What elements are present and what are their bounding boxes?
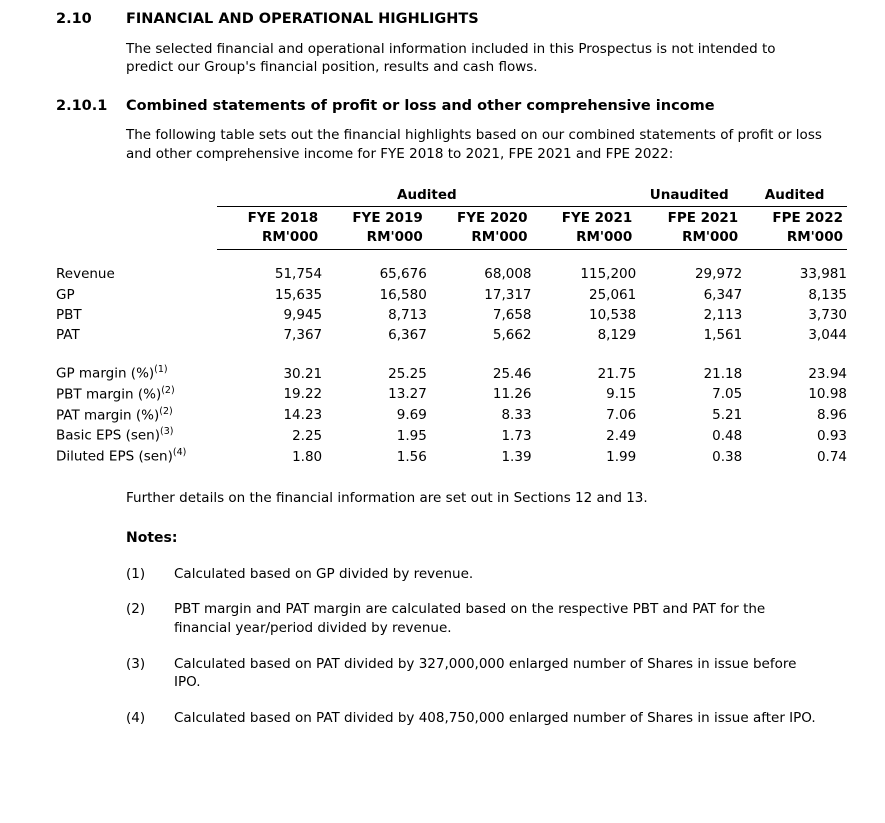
note-item bbox=[126, 655, 825, 692]
unit-header-3: RM'000 bbox=[427, 228, 532, 250]
financial-highlights-table bbox=[56, 186, 847, 467]
unit-header-6: RM'000 bbox=[742, 228, 847, 250]
section-title: FINANCIAL AND OPERATIONAL HIGHLIGHTS bbox=[126, 11, 479, 27]
note-number: (3) bbox=[126, 655, 146, 672]
row-value: 0.38 bbox=[712, 448, 743, 465]
row-label-text: PBT margin (%) bbox=[56, 386, 162, 403]
table-unit-header-row bbox=[56, 228, 847, 250]
table-row bbox=[56, 305, 847, 325]
note-item bbox=[126, 600, 825, 637]
row-value: 10,538 bbox=[588, 306, 637, 323]
note-text: Calculated based on PAT divided by 327,000,000 enlarged number of Shares in issue before IPO. bbox=[174, 655, 797, 691]
period-header-5: FPE 2021 bbox=[636, 206, 742, 228]
group-header-audited-1: Audited bbox=[397, 186, 457, 203]
row-value: 25.25 bbox=[388, 365, 427, 382]
note-text: Calculated based on GP divided by revenue. bbox=[174, 565, 474, 582]
row-value: 5.21 bbox=[712, 407, 743, 424]
period-header-blank bbox=[56, 206, 217, 228]
row-label bbox=[56, 446, 217, 467]
row-value: 9,945 bbox=[283, 306, 323, 323]
note-number: (2) bbox=[126, 601, 146, 618]
row-label bbox=[56, 425, 217, 446]
subsection-title: Combined statements of profit or loss and other comprehensive income bbox=[126, 97, 715, 114]
table-row bbox=[56, 425, 847, 446]
row-value: 3,730 bbox=[808, 306, 847, 323]
row-value: 1.56 bbox=[396, 448, 427, 465]
table-row bbox=[56, 363, 847, 384]
subsection-intro-paragraph: The following table sets out the financial highlights based on our combined statements of profit or loss and other comprehensive income for FYE 2018 to 2021, FPE 2021 and FPE 2022: bbox=[126, 127, 822, 162]
row-value: 1.99 bbox=[606, 448, 637, 465]
note-number: (4) bbox=[126, 709, 146, 726]
group-header-unaudited: Unaudited bbox=[649, 186, 729, 203]
row-value: 7,367 bbox=[283, 326, 323, 343]
section-heading-2-10-1 bbox=[0, 97, 885, 117]
row-label-footnote: (3) bbox=[160, 426, 174, 438]
row-value: 8.33 bbox=[501, 407, 532, 424]
row-value: 25,061 bbox=[588, 286, 637, 303]
subsection-number: 2.10.1 bbox=[56, 97, 108, 114]
period-header-1: FYE 2018 bbox=[217, 206, 322, 228]
note-text: PBT margin and PAT margin are calculated based on the respective PBT and PAT for the financial year/period divided by revenue. bbox=[174, 601, 766, 637]
table-row bbox=[56, 285, 847, 305]
row-value: 30.21 bbox=[283, 365, 323, 382]
row-value: 16,580 bbox=[379, 286, 427, 303]
period-header-2: FYE 2019 bbox=[322, 206, 427, 228]
row-value: 2.49 bbox=[606, 427, 637, 444]
row-value: 15,635 bbox=[274, 286, 323, 303]
row-value: 6,347 bbox=[703, 286, 743, 303]
row-value: 1.80 bbox=[292, 448, 323, 465]
note-number: (1) bbox=[126, 565, 146, 582]
row-value: 14.23 bbox=[283, 407, 323, 424]
table-row bbox=[56, 446, 847, 467]
further-details-paragraph: Further details on the financial information are set out in Sections 12 and 13. bbox=[126, 489, 648, 506]
table-spacer-row bbox=[56, 250, 847, 265]
row-value: 9.69 bbox=[396, 407, 427, 424]
row-label bbox=[56, 363, 217, 384]
notes-heading: Notes: bbox=[126, 529, 178, 546]
row-value: 11.26 bbox=[492, 386, 532, 403]
group-header-blank bbox=[56, 186, 217, 207]
note-text: Calculated based on PAT divided by 408,750,000 enlarged number of Shares in issue after IPO. bbox=[174, 709, 816, 726]
row-value: 115,200 bbox=[580, 266, 637, 283]
table-row bbox=[56, 264, 847, 284]
row-value: 2.25 bbox=[292, 427, 323, 444]
row-value: 7.06 bbox=[606, 407, 637, 424]
row-value: 0.93 bbox=[816, 427, 847, 444]
row-value: 21.75 bbox=[597, 365, 637, 382]
row-value: 3,044 bbox=[808, 326, 847, 343]
note-item bbox=[126, 565, 825, 584]
table-row bbox=[56, 384, 847, 405]
row-value: 6,367 bbox=[388, 326, 427, 343]
row-label: Revenue bbox=[56, 266, 115, 283]
row-label: PBT bbox=[56, 306, 82, 323]
section-number: 2.10 bbox=[56, 11, 92, 27]
row-label bbox=[56, 384, 217, 405]
row-value: 7,658 bbox=[492, 306, 532, 323]
row-value: 5,662 bbox=[492, 326, 532, 343]
document-page bbox=[0, 10, 885, 823]
row-value: 23.94 bbox=[808, 365, 847, 382]
row-label-footnote: (2) bbox=[159, 405, 173, 417]
row-value: 1.73 bbox=[501, 427, 532, 444]
row-value: 65,676 bbox=[379, 266, 427, 283]
unit-header-4: RM'000 bbox=[532, 228, 637, 250]
table-period-header-row bbox=[56, 206, 847, 228]
unit-header-5: RM'000 bbox=[636, 228, 742, 250]
row-label-footnote: (1) bbox=[154, 364, 168, 376]
unit-header-blank bbox=[56, 228, 217, 250]
table-row bbox=[56, 325, 847, 345]
row-label-text: PAT margin (%) bbox=[56, 407, 160, 424]
section-heading-2-10 bbox=[0, 10, 885, 30]
unit-header-2: RM'000 bbox=[322, 228, 427, 250]
row-value: 0.74 bbox=[816, 448, 847, 465]
row-label-footnote: (4) bbox=[172, 447, 187, 459]
row-value: 10.98 bbox=[808, 386, 847, 403]
row-label-text: GP margin (%) bbox=[56, 365, 155, 382]
row-value: 9.15 bbox=[606, 386, 637, 403]
period-header-6: FPE 2022 bbox=[742, 206, 847, 228]
row-label-footnote: (2) bbox=[161, 384, 175, 396]
row-value: 8.96 bbox=[816, 407, 847, 424]
row-value: 8,713 bbox=[388, 306, 427, 323]
period-header-4: FYE 2021 bbox=[532, 206, 637, 228]
row-label: PAT bbox=[56, 326, 80, 343]
row-value: 33,981 bbox=[799, 266, 847, 283]
row-label bbox=[56, 405, 217, 426]
row-label-text: Basic EPS (sen) bbox=[56, 427, 160, 444]
table-row bbox=[56, 405, 847, 426]
row-value: 68,008 bbox=[484, 266, 532, 283]
row-value: 51,754 bbox=[274, 266, 323, 283]
unit-header-1: RM'000 bbox=[217, 228, 322, 250]
section-intro-paragraph: The selected financial and operational information included in this Prospectus is not intended to predict our Group's financial position, results and cash flows. bbox=[126, 40, 776, 76]
row-value: 0.48 bbox=[712, 427, 743, 444]
row-value: 13.27 bbox=[388, 386, 427, 403]
group-header-audited-2: Audited bbox=[764, 186, 825, 203]
table-gap-row bbox=[56, 345, 847, 363]
row-value: 2,113 bbox=[703, 306, 743, 323]
row-label: GP bbox=[56, 286, 75, 303]
row-value: 21.18 bbox=[703, 365, 743, 382]
row-value: 29,972 bbox=[694, 266, 743, 283]
row-value: 8,129 bbox=[597, 326, 637, 343]
period-header-3: FYE 2020 bbox=[427, 206, 532, 228]
row-value: 1.39 bbox=[501, 448, 532, 465]
row-value: 19.22 bbox=[283, 386, 323, 403]
note-item bbox=[126, 709, 825, 728]
row-label-text: Diluted EPS (sen) bbox=[56, 448, 173, 465]
row-value: 1.95 bbox=[396, 427, 427, 444]
row-value: 8,135 bbox=[808, 286, 847, 303]
row-value: 17,317 bbox=[484, 286, 532, 303]
row-value: 1,561 bbox=[703, 326, 743, 343]
row-value: 25.46 bbox=[492, 365, 532, 382]
table-group-header-row bbox=[56, 186, 847, 207]
row-value: 7.05 bbox=[712, 386, 743, 403]
